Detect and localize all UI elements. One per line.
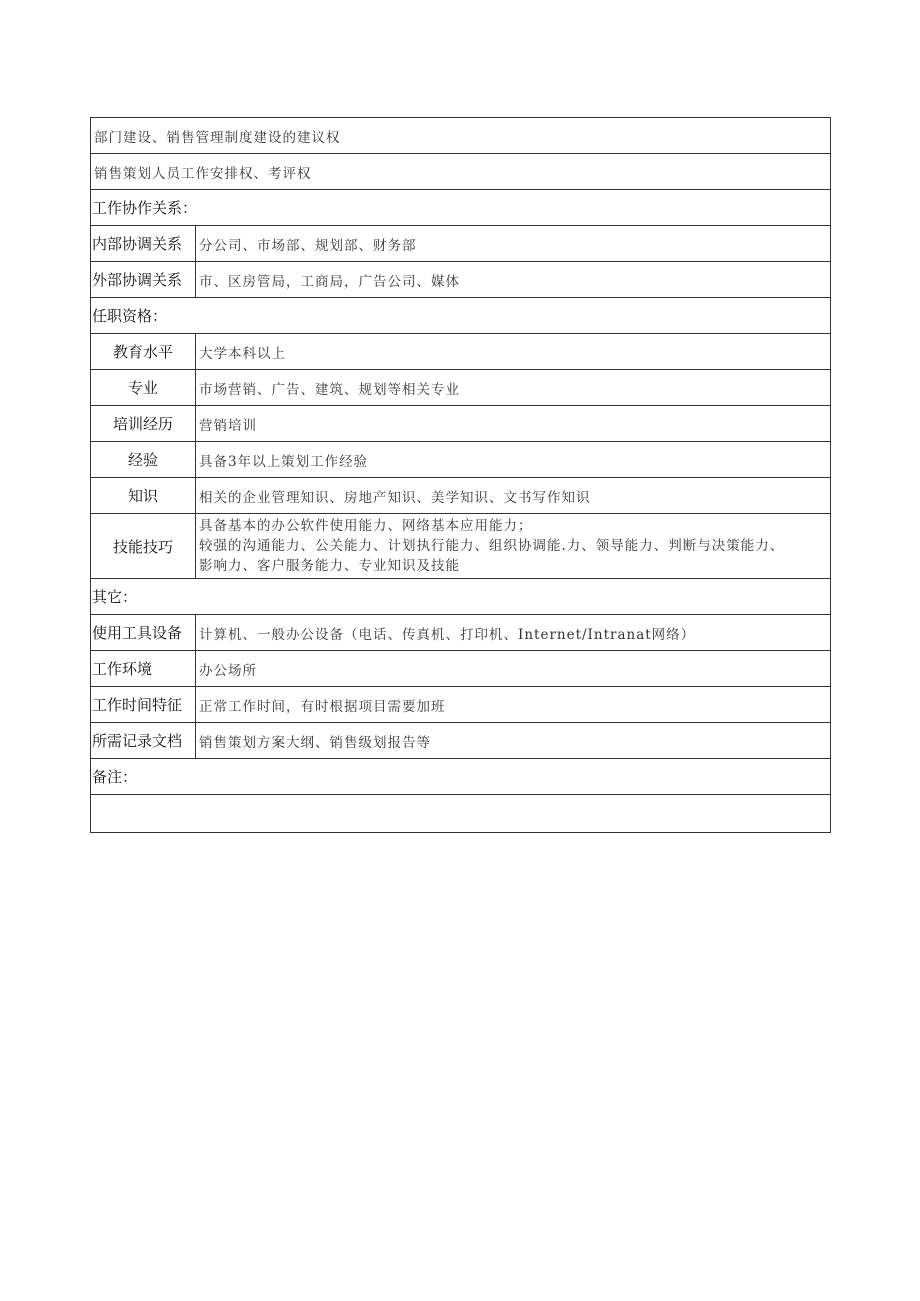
authority-row-2 xyxy=(91,154,831,190)
environment-value: 办公场所 xyxy=(196,651,831,687)
knowledge-label: 知识 xyxy=(91,478,196,514)
environment-row xyxy=(91,651,831,687)
tools-value: 计算机、一般办公设备（电话、传真机、打印机、Internet/Intranat网络） xyxy=(196,615,831,651)
internal-coordination-label: 内部协调关系 xyxy=(91,226,196,262)
work-time-row xyxy=(91,687,831,723)
skills-line-3: 影响力、客户服务能力、专业知识及技能 xyxy=(199,558,460,574)
major-value: 市场营销、广告、建筑、规划等相关专业 xyxy=(196,370,831,406)
education-value: 大学本科以上 xyxy=(196,334,831,370)
internal-coordination-value: 分公司、市场部、规划部、财务部 xyxy=(196,226,831,262)
records-label: 所需记录文档 xyxy=(91,723,196,759)
experience-value: 具备3年以上策划工作经验 xyxy=(196,442,831,478)
authority-item-1: 部门建设、销售管理制度建设的建议权 xyxy=(91,118,831,154)
work-time-value: 正常工作时间，有时根据项目需要加班 xyxy=(196,687,831,723)
internal-coordination-row xyxy=(91,226,831,262)
tools-label: 使用工具设备 xyxy=(91,615,196,651)
skills-line-2: 较强的沟通能力、公关能力、计划执行能力、组织协调能.力、领导能力、判断与决策能力、 xyxy=(199,538,785,554)
work-time-label: 工作时间特征 xyxy=(91,687,196,723)
training-row xyxy=(91,406,831,442)
knowledge-value: 相关的企业管理知识、房地产知识、美学知识、文书写作知识 xyxy=(196,478,831,514)
major-row xyxy=(91,370,831,406)
training-value: 营销培训 xyxy=(196,406,831,442)
external-coordination-label: 外部协调关系 xyxy=(91,262,196,298)
tools-row xyxy=(91,615,831,651)
job-description-table xyxy=(90,117,831,833)
major-label: 专业 xyxy=(91,370,196,406)
experience-row xyxy=(91,442,831,478)
education-label: 教育水平 xyxy=(91,334,196,370)
qualifications-section-title: 任职资格： xyxy=(91,298,831,334)
experience-label: 经验 xyxy=(91,442,196,478)
records-row xyxy=(91,723,831,759)
job-description-document xyxy=(90,117,830,833)
notes-section-title: 备注： xyxy=(91,759,831,795)
authority-item-2: 销售策划人员工作安排权、考评权 xyxy=(91,154,831,190)
notes-content-row xyxy=(91,795,831,833)
notes-header-row xyxy=(91,759,831,795)
external-coordination-value: 市、区房管局，工商局，广告公司、媒体 xyxy=(196,262,831,298)
other-section-title: 其它： xyxy=(91,579,831,615)
notes-content xyxy=(91,795,831,833)
skills-label: 技能技巧 xyxy=(91,514,196,579)
environment-label: 工作环境 xyxy=(91,651,196,687)
training-label: 培训经历 xyxy=(91,406,196,442)
authority-row-1 xyxy=(91,118,831,154)
knowledge-row xyxy=(91,478,831,514)
records-value: 销售策划方案大纲、销售级划报告等 xyxy=(196,723,831,759)
education-row xyxy=(91,334,831,370)
skills-row xyxy=(91,514,831,579)
collaboration-section-title: 工作协作关系： xyxy=(91,190,831,226)
skills-line-1: 具备基本的办公软件使用能力、网络基本应用能力； xyxy=(199,518,533,534)
collaboration-header-row xyxy=(91,190,831,226)
skills-value xyxy=(196,514,831,579)
external-coordination-row xyxy=(91,262,831,298)
other-header-row xyxy=(91,579,831,615)
qualifications-header-row xyxy=(91,298,831,334)
